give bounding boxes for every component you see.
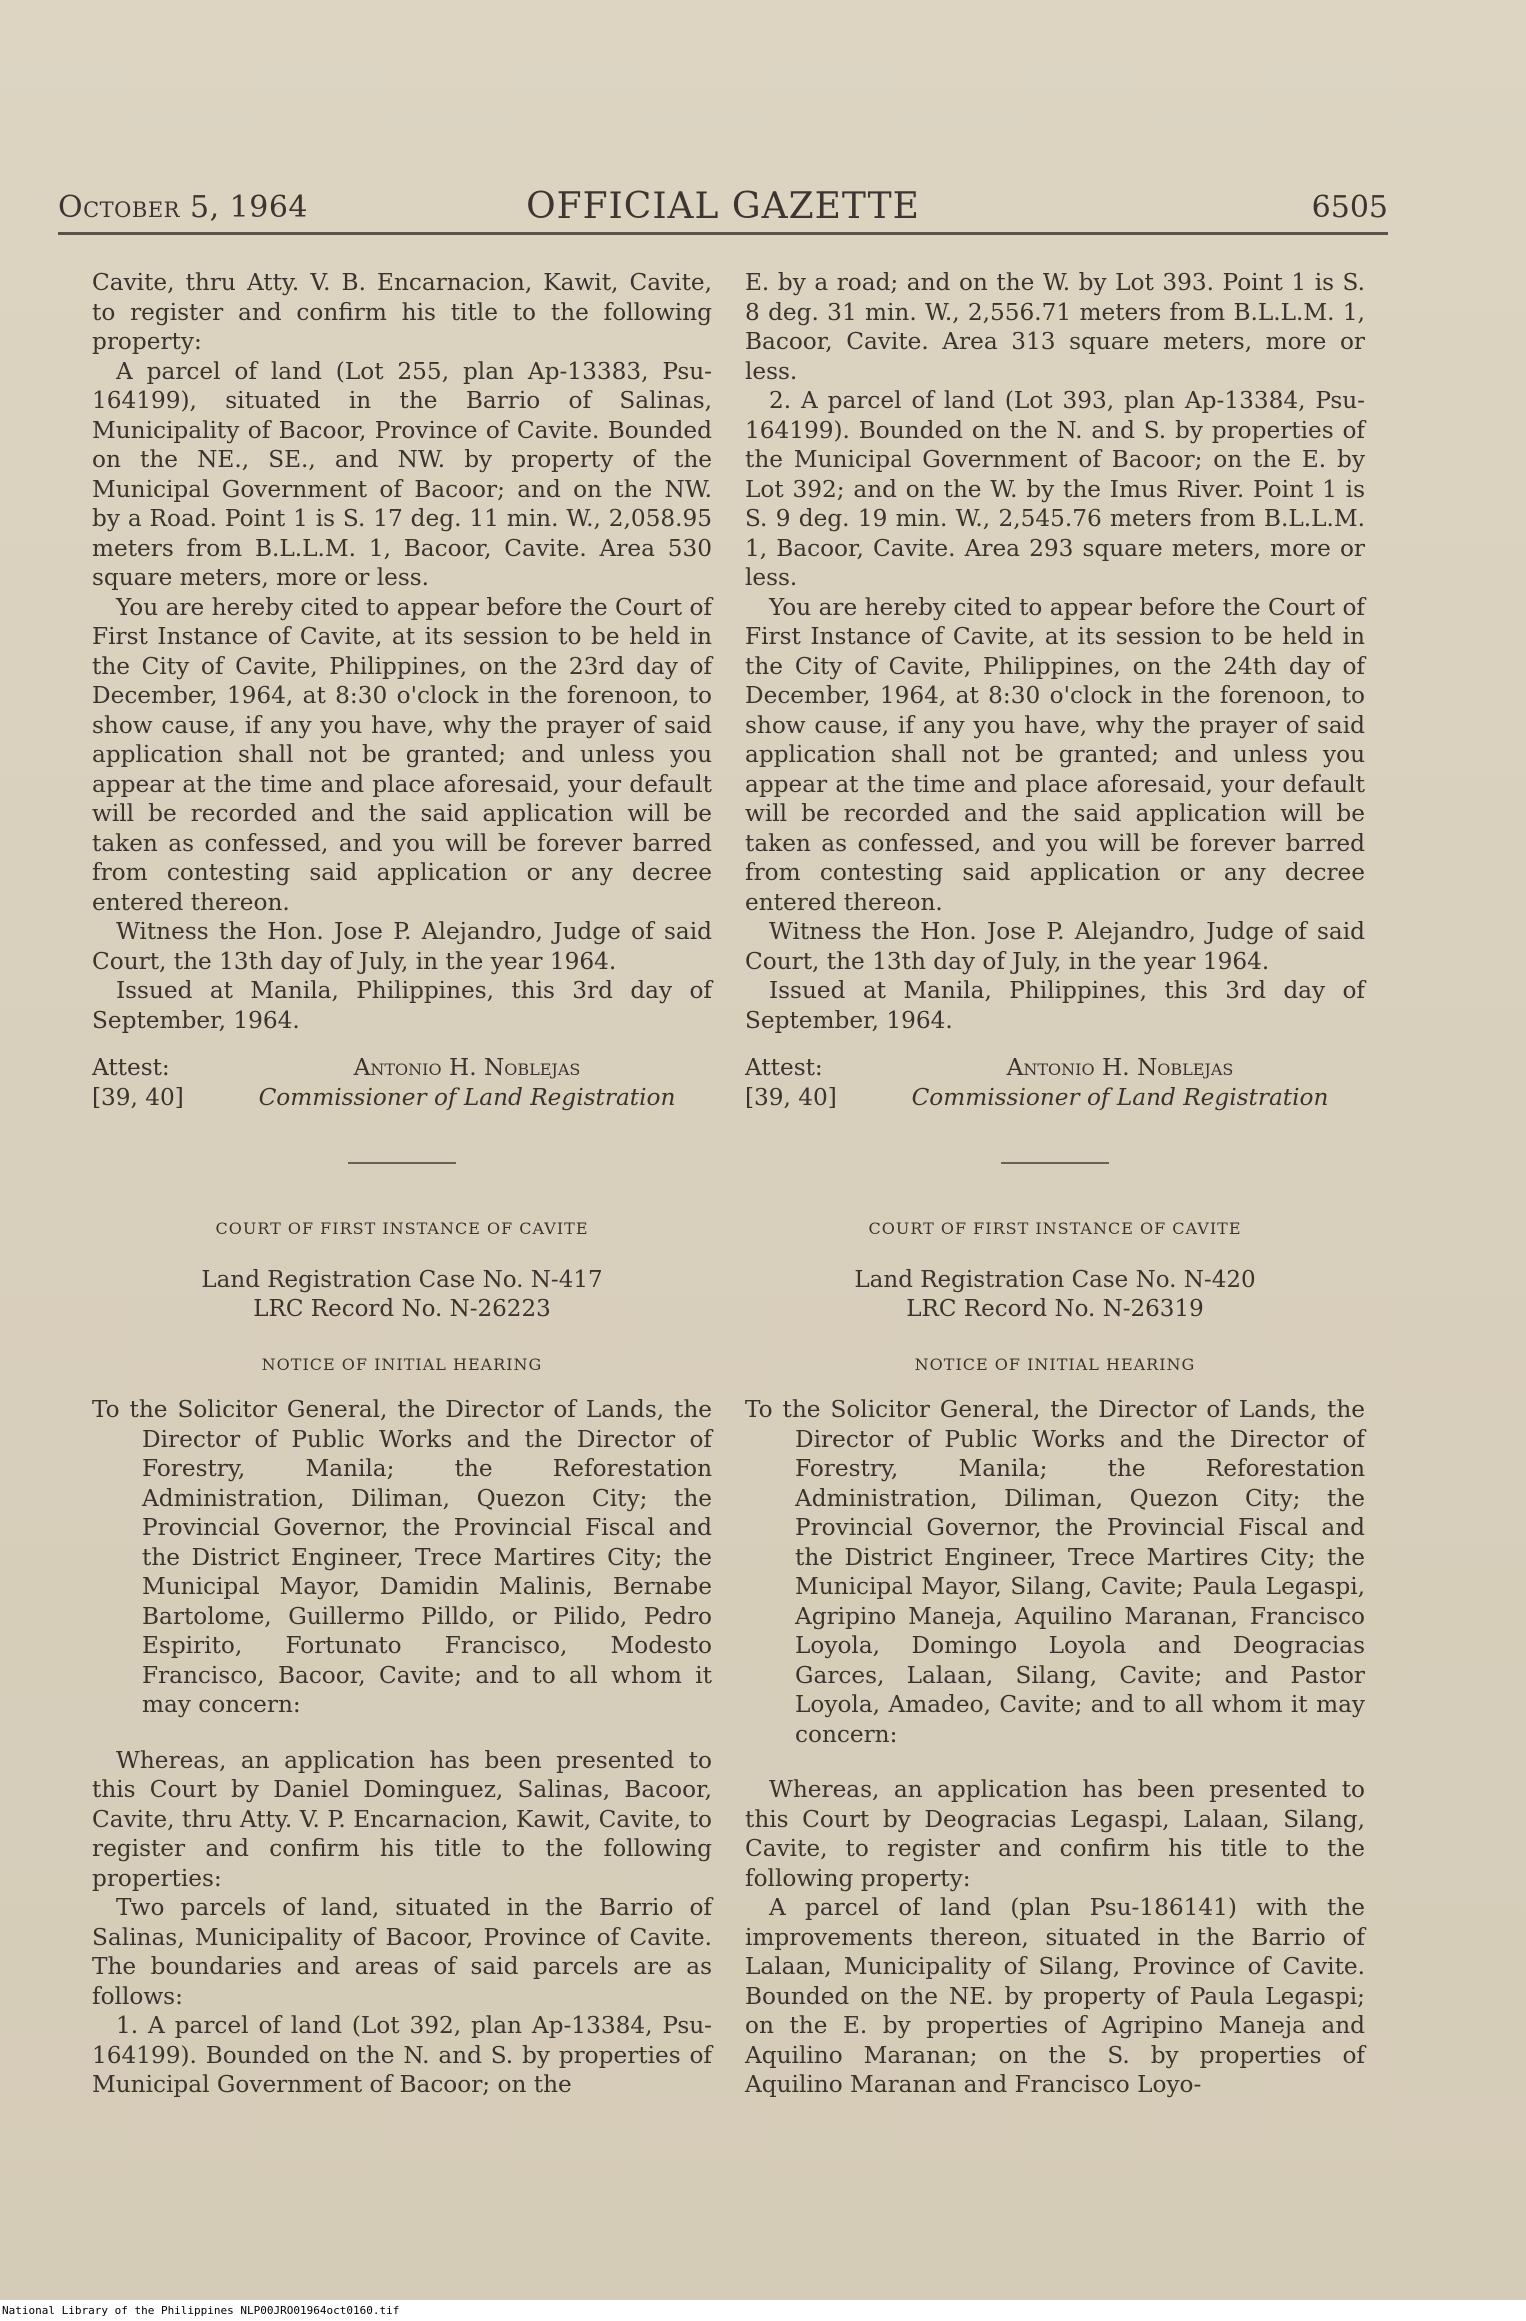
paragraph: A parcel of land (plan Psu-186141) with the improvements thereon, situated in the Barrio of Lalaan, Municipality of Silang, Province of Cavite. Bounded on the NE. by property of Paula Legaspi; on the E. by properties of Agripino Maneja and Aquilino Maranan; on the S. by properties of Aquilino Maranan and Francisco Loyo-	[745, 1894, 1365, 2098]
court-heading: COURT OF FIRST INSTANCE OF CAVITE	[215, 1219, 589, 1238]
paragraph: E. by a road; and on the W. by Lot 393. Point 1 is S. 8 deg. 31 min. W., 2,556.71 meters from B.L.L.M. 1, Bacoor, Cavite. Area 313 square meters, more or less.	[745, 269, 1365, 385]
attest-ref: [39, 40]	[745, 1083, 837, 1111]
scan-footer: National Library of the Philippines NLP00JRO01964oct0160.tif	[0, 2300, 1526, 2321]
notice-heading: NOTICE OF INITIAL HEARING	[914, 1354, 1196, 1374]
attest-name: Antonio H. Noblejas	[1006, 1054, 1234, 1081]
paragraph: You are hereby cited to appear before the Court of First Instance of Cavite, at its session to be held in the City of Cavite, Philippines, on the 23rd day of December, 1964, at 8:30 o'clock in the forenoon, to show cause, if any you have, why the prayer of said application shall not be granted; and unless you appear at the time and place aforesaid, your default will be recorded and the said application will be taken as confessed, and you will be forever barred from contesting said application or any decree entered thereon.	[92, 593, 712, 916]
paragraph: Two parcels of land, situated in the Barrio of Salinas, Municipality of Bacoor, Province of Cavite. The boundaries and areas of said parcels are as follows:	[92, 1894, 712, 2010]
header-rule	[58, 232, 1388, 235]
attest-ref: [39, 40]	[92, 1083, 184, 1111]
paragraph: Witness the Hon. Jose P. Alejandro, Judge of said Court, the 13th day of July, in the year 1964.	[92, 918, 712, 975]
paragraph: 1. A parcel of land (Lot 392, plan Ap-13384, Psu-164199). Bounded on the N. and S. by properties of Municipal Government of Bacoor; on the	[92, 2012, 712, 2098]
section-divider	[348, 1162, 456, 1164]
paragraph: Issued at Manila, Philippines, this 3rd day of September, 1964.	[92, 977, 712, 1034]
header-title: OFFICIAL GAZETTE	[526, 186, 920, 227]
addressees: To the Solicitor General, the Director of Lands, the Director of Public Works and the Director of Forestry, Manila; the Reforestation Administration, Diliman, Quezon City; the Provincial Governor, the Provincial Fiscal and the District Engineer, Trece Martires City; the Municipal Mayor, Damidin Malinis, Bernabe Bartolome, Guillermo Pilldo, or Pilido, Pedro Espirito, Fortunato Francisco, Modesto Francisco, Bacoor, Cavite; and to all whom it may concern:	[92, 1396, 712, 1718]
case-number: Land Registration Case No. N-417	[201, 1266, 603, 1293]
court-heading: COURT OF FIRST INSTANCE OF CAVITE	[868, 1219, 1242, 1238]
left-column	[92, 268, 712, 2100]
attest-label: Attest:	[92, 1054, 170, 1081]
notice-heading: NOTICE OF INITIAL HEARING	[261, 1354, 543, 1374]
lrc-record: LRC Record No. N-26223	[253, 1295, 551, 1322]
attest-label: Attest:	[745, 1054, 823, 1081]
paragraph: Cavite, thru Atty. V. B. Encarnacion, Kawit, Cavite, to register and confirm his title to the following property:	[92, 269, 712, 355]
paragraph: Whereas, an application has been presented to this Court by Deogracias Legaspi, Lalaan, Silang, Cavite, to register and confirm his title to the following property:	[745, 1776, 1365, 1892]
paragraph: Witness the Hon. Jose P. Alejandro, Judge of said Court, the 13th day of July, in the year 1964.	[745, 918, 1365, 975]
paragraph: You are hereby cited to appear before the Court of First Instance of Cavite, at its session to be held in the City of Cavite, Philippines, on the 24th day of December, 1964, at 8:30 o'clock in the forenoon, to show cause, if any you have, why the prayer of said application shall not be granted; and unless you appear at the time and place aforesaid, your default will be recorded and the said application will be taken as confessed, and you will be forever barred from contesting said application or any decree entered thereon.	[745, 593, 1365, 916]
lrc-record: LRC Record No. N-26319	[906, 1295, 1204, 1322]
page-header	[58, 186, 1388, 230]
section-divider	[1001, 1162, 1109, 1164]
case-number: Land Registration Case No. N-420	[854, 1266, 1256, 1293]
paragraph: A parcel of land (Lot 255, plan Ap-13383, Psu-164199), situated in the Barrio of Salinas, Municipality of Bacoor, Province of Cavite. Bounded on the NE., SE., and NW. by property of the Municipal Government of Bacoor; and on the NW. by a Road. Point 1 is S. 17 deg. 11 min. W., 2,058.95 meters from B.L.L.M. 1, Bacoor, Cavite. Area 530 square meters, more or less.	[92, 357, 712, 591]
attest-title: Commissioner of Land Registration	[911, 1083, 1329, 1111]
header-date: October 5, 1964	[58, 190, 309, 225]
header-page-number: 6505	[1311, 190, 1388, 225]
addressees: To the Solicitor General, the Director of Lands, the Director of Public Works and the Director of Forestry, Manila; the Reforestation Administration, Diliman, Quezon City; the Provincial Governor, the Provincial Fiscal and the District Engineer, Trece Martires City; the Municipal Mayor, Silang, Cavite; Paula Legaspi, Agripino Maneja, Aquilino Maranan, Francisco Loyola, Domingo Loyola and Deogracias Garces, Lalaan, Silang, Cavite; and Pastor Loyola, Amadeo, Cavite; and to all whom it may concern:	[745, 1396, 1365, 1748]
paragraph: 2. A parcel of land (Lot 393, plan Ap-13384, Psu-164199). Bounded on the N. and S. by properties of the Municipal Government of Bacoor; on the E. by Lot 392; and on the W. by the Imus River. Point 1 is S. 9 deg. 19 min. W., 2,545.76 meters from B.L.L.M. 1, Bacoor, Cavite. Area 293 square meters, more or less.	[745, 387, 1365, 591]
paragraph: Issued at Manila, Philippines, this 3rd day of September, 1964.	[745, 977, 1365, 1034]
attestation	[745, 1053, 1365, 1112]
attestation	[92, 1053, 712, 1112]
right-column	[745, 268, 1365, 2100]
paragraph: Whereas, an application has been presented to this Court by Daniel Dominguez, Salinas, Bacoor, Cavite, thru Atty. V. P. Encarnacion, Kawit, Cavite, to register and confirm his title to the following properties:	[92, 1746, 712, 1892]
attest-title: Commissioner of Land Registration	[258, 1083, 676, 1111]
attest-name: Antonio H. Noblejas	[353, 1054, 581, 1081]
